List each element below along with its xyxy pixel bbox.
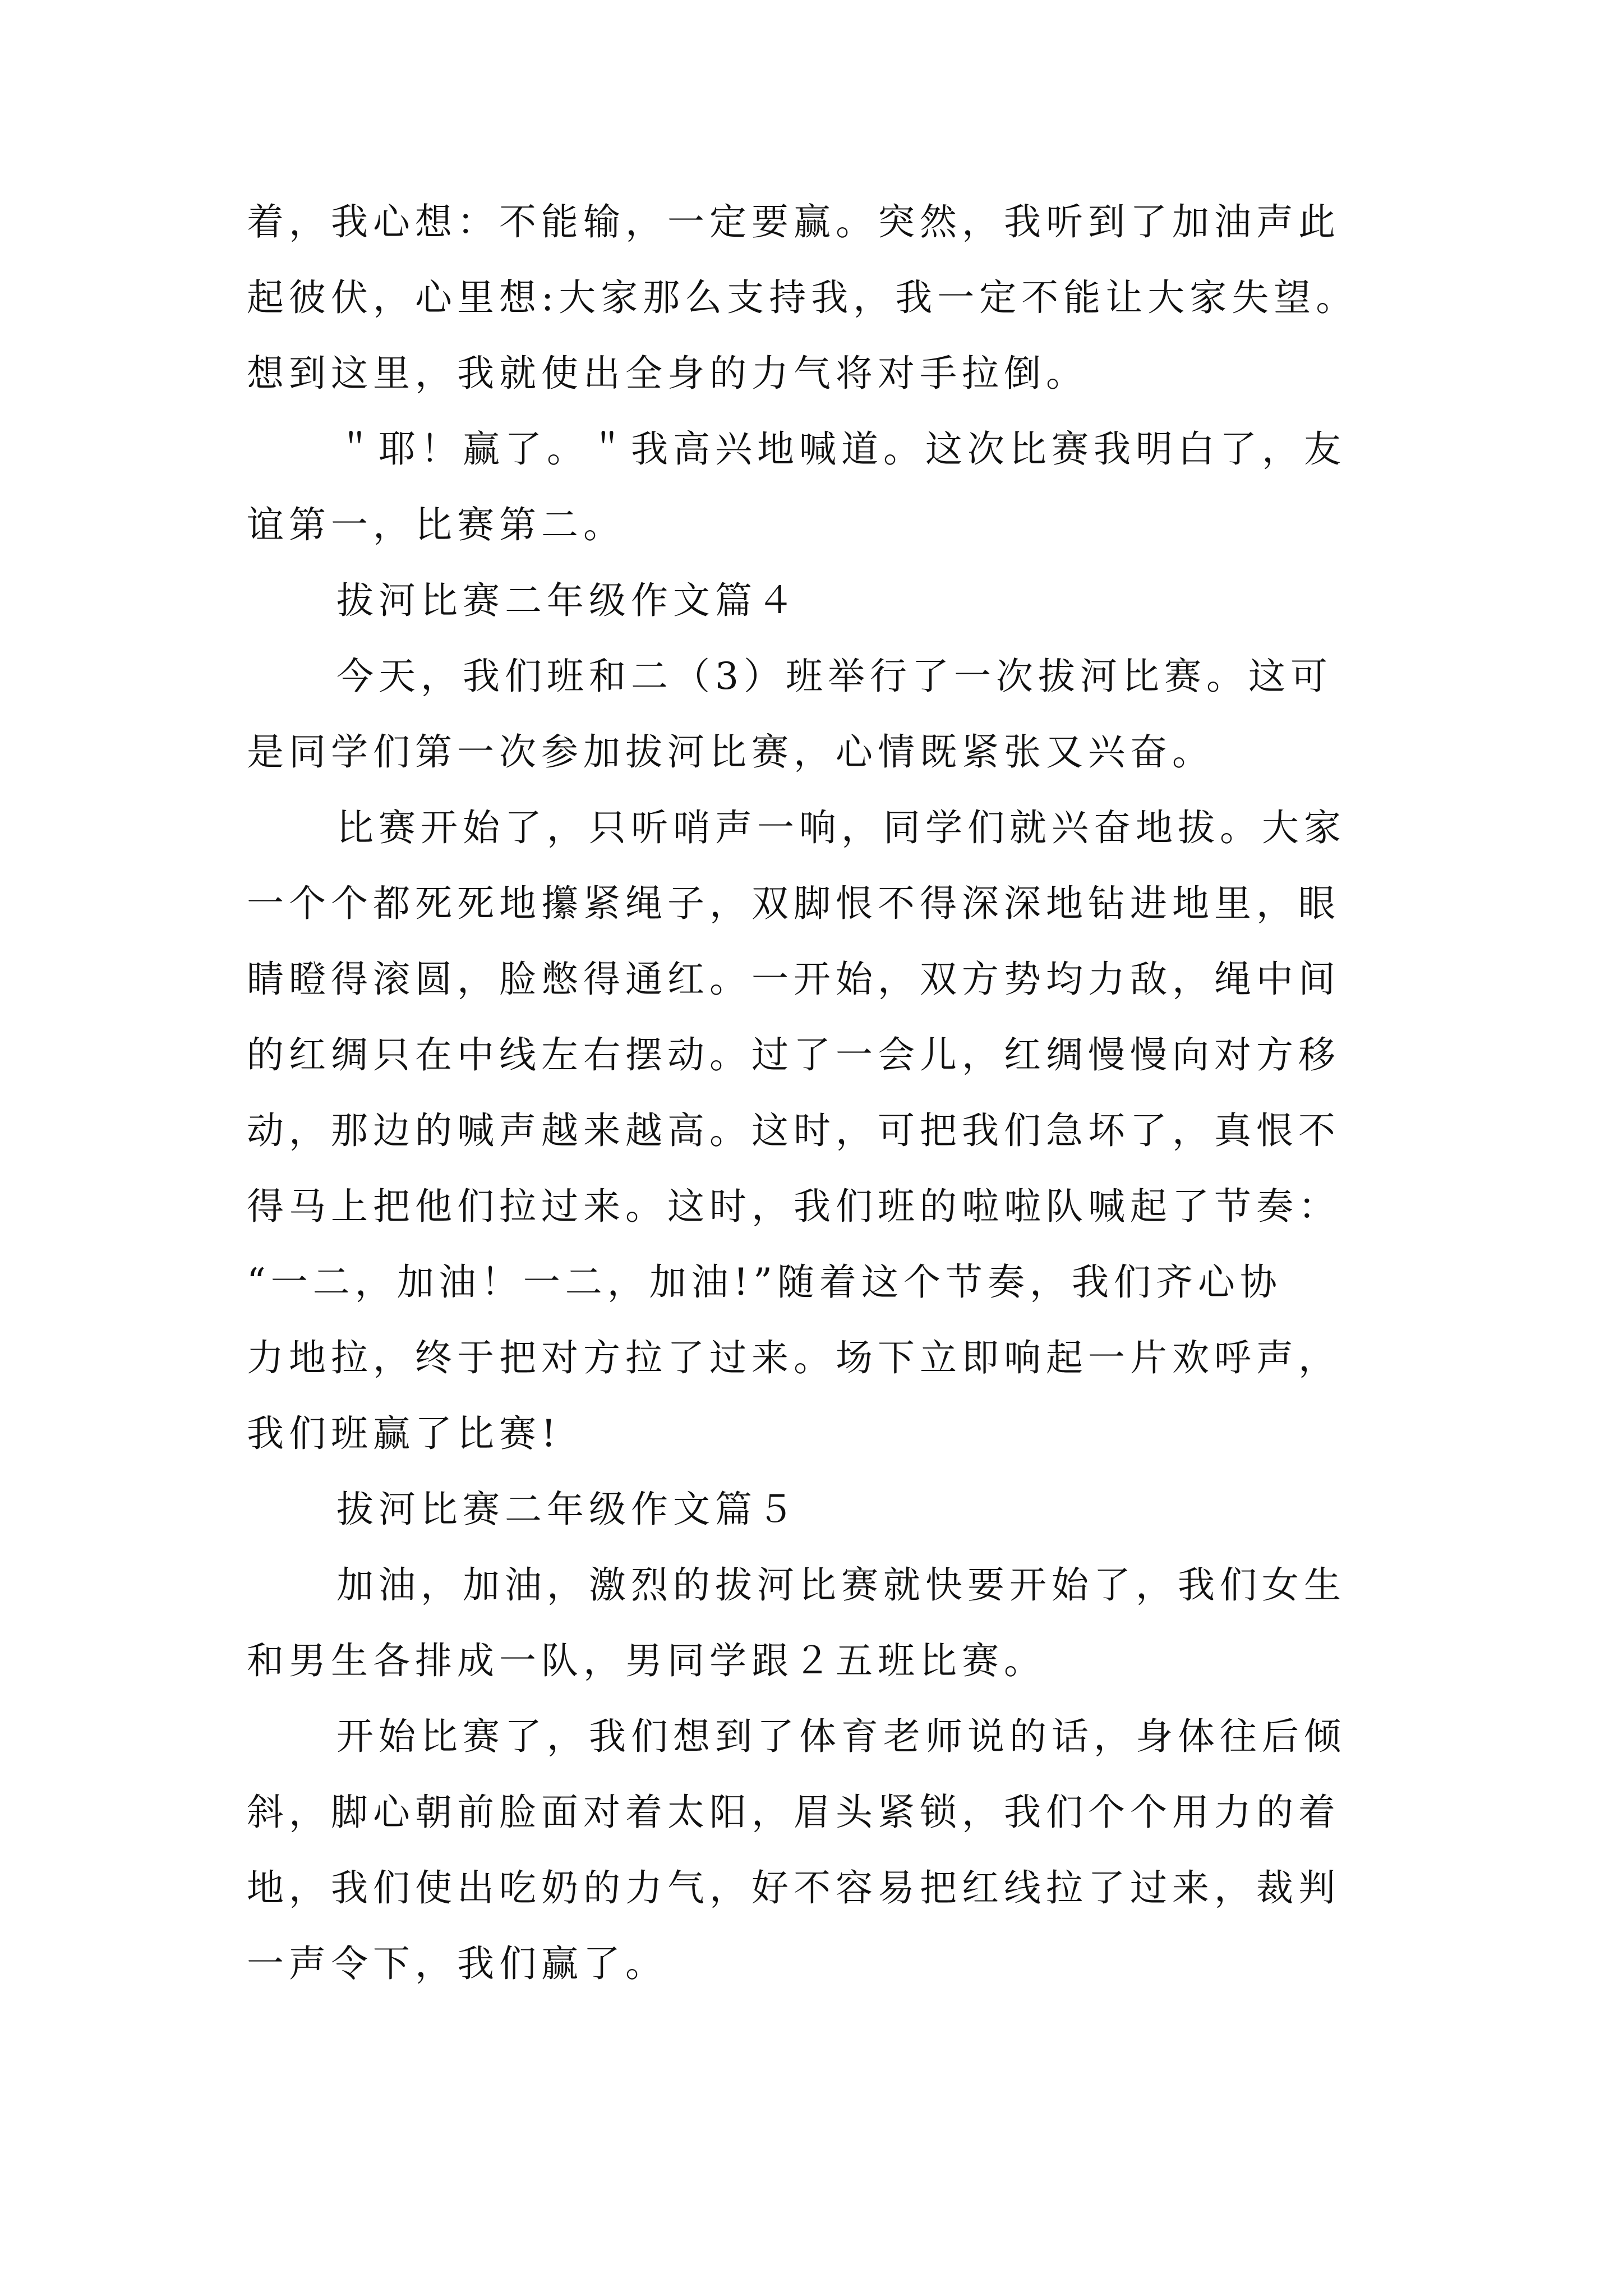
text-line: 得马上把他们拉过来。这时，我们班的啦啦队喊起了节奏：	[247, 1185, 1340, 1228]
section-heading: 拔河比赛二年级作文篇５	[336, 1488, 799, 1531]
text-line: 的红绸只在中线左右摆动。过了一会儿，红绸慢慢向对方移	[247, 1033, 1340, 1076]
text-line: 地，我们使出吃奶的力气，好不容易把红线拉了过来，裁判	[247, 1866, 1340, 1910]
text-line: “一二，加油！一二，加油!”随着这个节奏，我们齐心协	[247, 1260, 1283, 1304]
text-line: 我们班赢了比赛!	[247, 1412, 561, 1455]
text-line: 开始比赛了，我们想到了体育老师说的话，身体往后倾	[336, 1715, 1346, 1758]
section-heading: 拔河比赛二年级作文篇４	[336, 579, 799, 622]
text-line: 动，那边的喊声越来越高。这时，可把我们急坏了，真恨不	[247, 1109, 1340, 1152]
text-line: 斜，脚心朝前脸面对着太阳，眉头紧锁，我们个个用力的着	[247, 1791, 1340, 1834]
text-line: 一声令下，我们赢了。	[247, 1942, 667, 1985]
text-line: 想到这里，我就使出全身的力气将对手拉倒。	[247, 352, 1088, 395]
text-line: 一个个都死死地攥紧绳子，双脚恨不得深深地钻进地里，眼	[247, 882, 1340, 925]
text-line: 谊第一，比赛第二。	[247, 503, 625, 546]
text-line: 比赛开始了，只听哨声一响，同学们就兴奋地拔。大家	[336, 806, 1346, 849]
text-line: 是同学们第一次参加拔河比赛，心情既紧张又兴奋。	[247, 730, 1214, 774]
text-line: 力地拉，终于把对方拉了过来。场下立即响起一片欢呼声，	[247, 1336, 1340, 1379]
text-line: ＂耶！赢了。＂我高兴地喊道。这次比赛我明白了，友	[336, 427, 1346, 471]
text-line: 和男生各排成一队，男同学跟２五班比赛。	[247, 1639, 1046, 1682]
text-line: 今天，我们班和二（3）班举行了一次拔河比赛。这可	[336, 655, 1332, 698]
text-line: 睛瞪得滚圆，脸憋得通红。一开始，双方势均力敌，绳中间	[247, 958, 1340, 1001]
document-body	[247, 199, 1385, 2017]
text-line: 加油，加油，激烈的拔河比赛就快要开始了，我们女生	[336, 1563, 1346, 1607]
text-line: 起彼伏，心里想:大家那么支持我，我一定不能让大家失望。	[247, 276, 1358, 319]
text-line: 着，我心想：不能输，一定要赢。突然，我听到了加油声此	[247, 200, 1340, 243]
